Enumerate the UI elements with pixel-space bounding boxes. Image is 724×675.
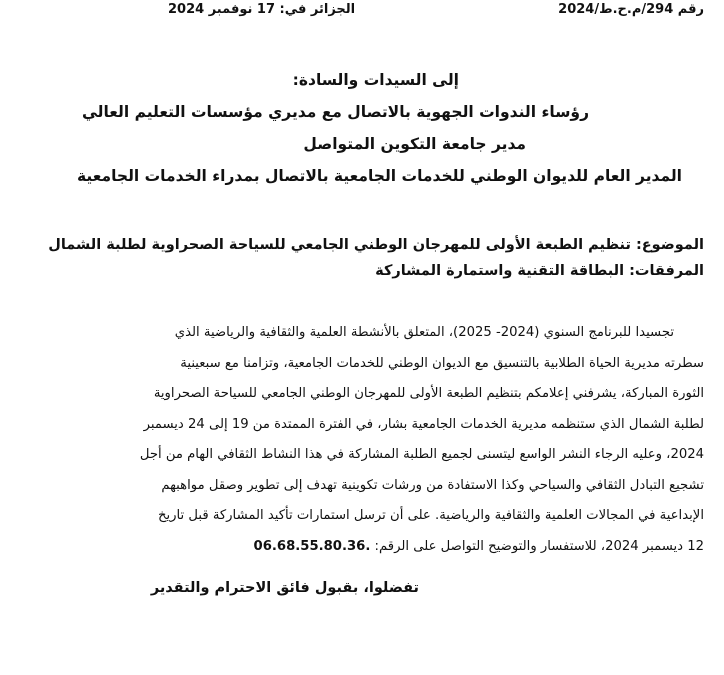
attachments-label: المرفقات: [629, 263, 704, 279]
contact-phone: 06.68.55.80.36. [253, 538, 371, 554]
reference-number: رقم 294/م.ح.ط/2024 [558, 2, 704, 17]
letter-body [34, 318, 704, 562]
body-line: لطلبة الشمال الذي ستنظمه مديرية الخدمات الجامعية بشار، في الفترة الممتدة من 19 إلى 24 ديسمبر [143, 416, 704, 432]
attachments-text: البطاقة التقنية واستمارة المشاركة [375, 263, 630, 279]
body-line: 2024، وعليه الرجاء النشر الواسع ليتسنى لجميع الطلبة المشاركة في هذا النشاط الثقافي الهام من أجل [139, 447, 704, 462]
subject-label: الموضوع: [635, 237, 704, 253]
recipient-line: المدير العام للديوان الوطني للخدمات الجامعية بالاتصال بمدراء الخدمات الجامعية [77, 167, 682, 185]
body-last-line [34, 532, 704, 563]
meta-block [14, 232, 704, 284]
attachments-line [14, 258, 704, 284]
recipients-block [14, 64, 704, 192]
letter-date: الجزائر في: 17 نوفمبر 2024 [168, 2, 356, 17]
body-line: تجسيدا للبرنامج السنوي (2024- 2025)، المتعلق بالأنشطة العلمية والثقافية والرياضية الذي [174, 325, 674, 340]
body-last-text: 12 ديسمبر 2024، للاستفسار والتوضيح التواصل على الرقم: [370, 538, 704, 554]
body-line: تشجيع التبادل الثقافي والسياحي وكذا الاستفادة من ورشات تكوينية تهدف إلى تطوير وصقل مواهبهم [161, 477, 704, 493]
body-line: الثورة المباركة، يشرفني إعلامكم بتنظيم الطبعة الأولى للمهرجان الوطني الجامعي للسياحة الصحراوية [153, 386, 704, 401]
recipient-line: مدير جامعة التكوين المتواصل [303, 135, 526, 153]
salutation: إلى السيدات والسادة: [292, 71, 459, 89]
recipient-line: رؤساء الندوات الجهوية بالاتصال مع مديري مؤسسات التعليم العالي [81, 103, 589, 121]
body-line: سطرته مديرية الحياة الطلابية بالتنسيق مع الديوان الوطني للخدمات الجامعية، وتزامنا مع سبعينية [180, 355, 704, 371]
closing-formula: تفضلوا، بقبول فائق الاحترام والتقدير [150, 580, 419, 596]
subject-text: تنظيم الطبعة الأولى للمهرجان الوطني الجامعي للسياحة الصحراوية لطلبة الشمال [48, 237, 636, 253]
body-line: الإبداعية في المجالات العلمية والثقافية والرياضية. على أن ترسل استمارات تأكيد المشاركة قبل تاريخ [157, 508, 704, 523]
subject-line [14, 232, 704, 258]
